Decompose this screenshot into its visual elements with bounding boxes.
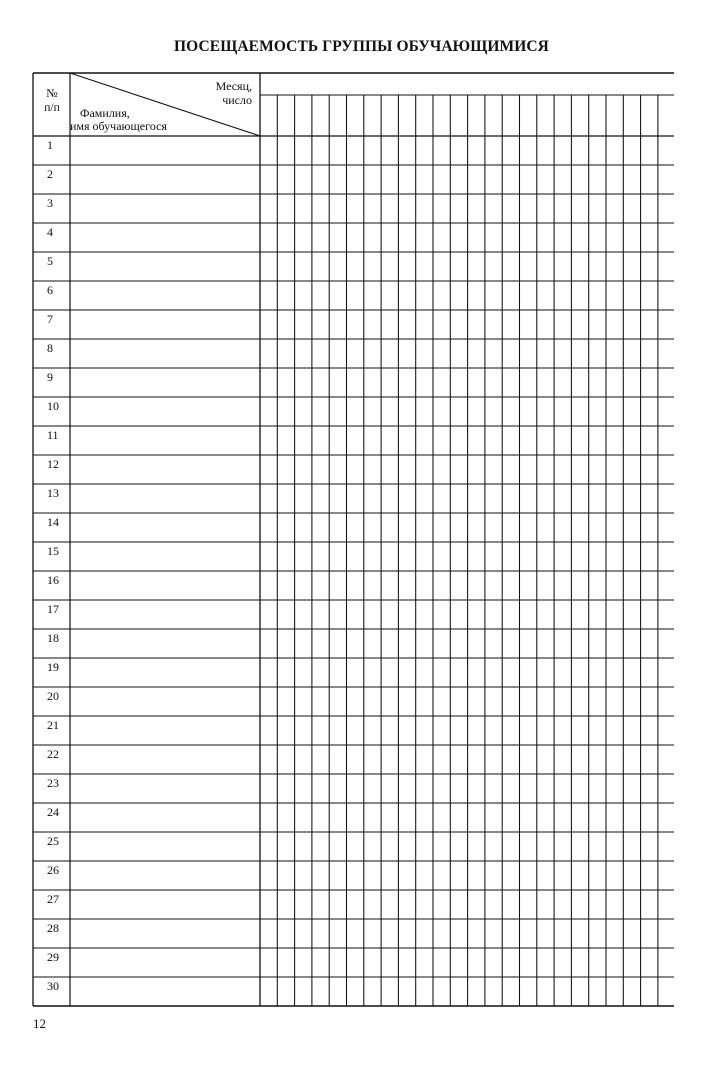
row-number: 27 [47,892,59,906]
row-number: 22 [47,747,59,761]
row-number: 7 [47,312,53,326]
row-number: 29 [47,950,59,964]
row-number: 26 [47,863,59,877]
row-number: 14 [47,515,59,529]
number-column-header-abbr: п/п [44,102,60,114]
row-number: 23 [47,776,59,790]
date-header-label-day: число [222,93,252,107]
row-number: 19 [47,660,59,674]
row-numbers [47,138,59,993]
row-number: 11 [47,428,59,442]
row-number: 21 [47,718,59,732]
row-number: 17 [47,602,59,616]
row-number: 28 [47,921,59,935]
page-number: 12 [33,1016,46,1031]
row-number: 18 [47,631,59,645]
row-number: 8 [47,341,53,355]
row-number: 30 [47,979,59,993]
row-number: 16 [47,573,59,587]
page-title: ПОСЕЩАЕМОСТЬ ГРУППЫ ОБУЧАЮЩИМИСЯ [174,38,549,55]
row-number: 20 [47,689,59,703]
name-header-label-surname: Фамилия, [80,106,130,120]
number-column-header-symbol: № [46,86,58,100]
row-number: 5 [47,254,53,268]
row-number: 13 [47,486,59,500]
row-number: 3 [47,196,53,210]
row-number: 4 [47,225,53,239]
table-grid [33,73,674,1006]
row-number: 15 [47,544,59,558]
row-number: 1 [47,138,53,152]
row-number: 2 [47,167,53,181]
name-header-label-name: имя обучающегося [70,119,167,133]
row-number: 24 [47,805,59,819]
row-number: 6 [47,283,53,297]
date-header-label-month: Месяц, [215,79,252,93]
row-number: 25 [47,834,59,848]
row-number: 12 [47,457,59,471]
row-number: 9 [47,370,53,384]
row-number: 10 [47,399,59,413]
